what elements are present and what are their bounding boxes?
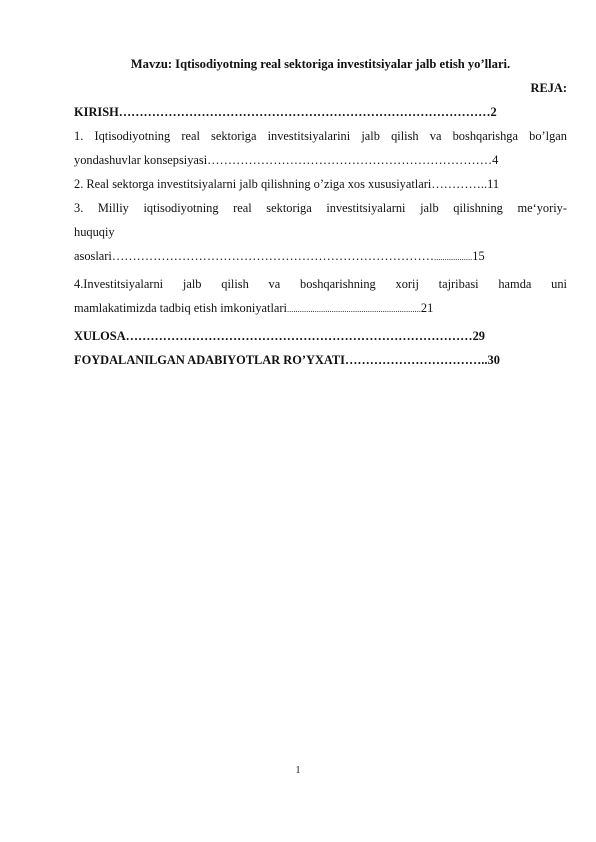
toc-item-4-page: 21	[420, 301, 434, 315]
toc-item-3-dots: ..................	[434, 252, 473, 262]
toc-item-1-line-1: 1. Iqtisodiyotning real sektoriga investitsiyalarini jalb qilish va boshqarishga bo’lgan	[74, 129, 567, 143]
toc-item-kirish: KIRISH………………………………………………………………………………2	[74, 105, 497, 119]
reja-heading: REJA:	[530, 81, 567, 95]
toc-item-2: 2. Real sektorga investitsiyalarni jalb qilishning o’ziga xos xususiyatlari…………..11	[74, 177, 500, 191]
toc-item-4-text: mamlakatimizda tadbiq etish imkoniyatlari	[74, 301, 287, 315]
toc-item-3-text: asoslari……………………………………………………………………	[74, 249, 435, 263]
page-number: 1	[295, 765, 301, 776]
document-title: Mavzu: Iqtisodiyotning real sektoriga investitsiyalar jalb etish yo’llari.	[130, 57, 511, 71]
toc-item-3-line-1: 3. Milliy iqtisodiyotning real sektoriga investitsiyalarni jalb qilishning me‘yoriy-	[74, 201, 567, 215]
toc-item-4-line-2	[74, 300, 567, 317]
toc-item-3-line-2: huquqiy	[74, 225, 115, 239]
toc-item-xulosa: XULOSA…………………………………………………………………………29	[74, 329, 485, 343]
toc-item-4-dots: ...............................................................	[287, 304, 421, 314]
toc-item-adabiyotlar: FOYDALANILGAN ADABIYOTLAR RO’YXATI……………………………..30	[74, 353, 500, 367]
toc-item-1-line-2: yondashuvlar konsepsiyasi……………………………………………………………4	[74, 153, 499, 167]
toc-item-4-line-1: 4.Investitsiyalarni jalb qilish va boshqarishning xorij tajribasi hamda uni	[74, 277, 567, 291]
toc-item-3-line-3	[74, 248, 567, 265]
toc-item-3-page: 15	[472, 249, 485, 263]
